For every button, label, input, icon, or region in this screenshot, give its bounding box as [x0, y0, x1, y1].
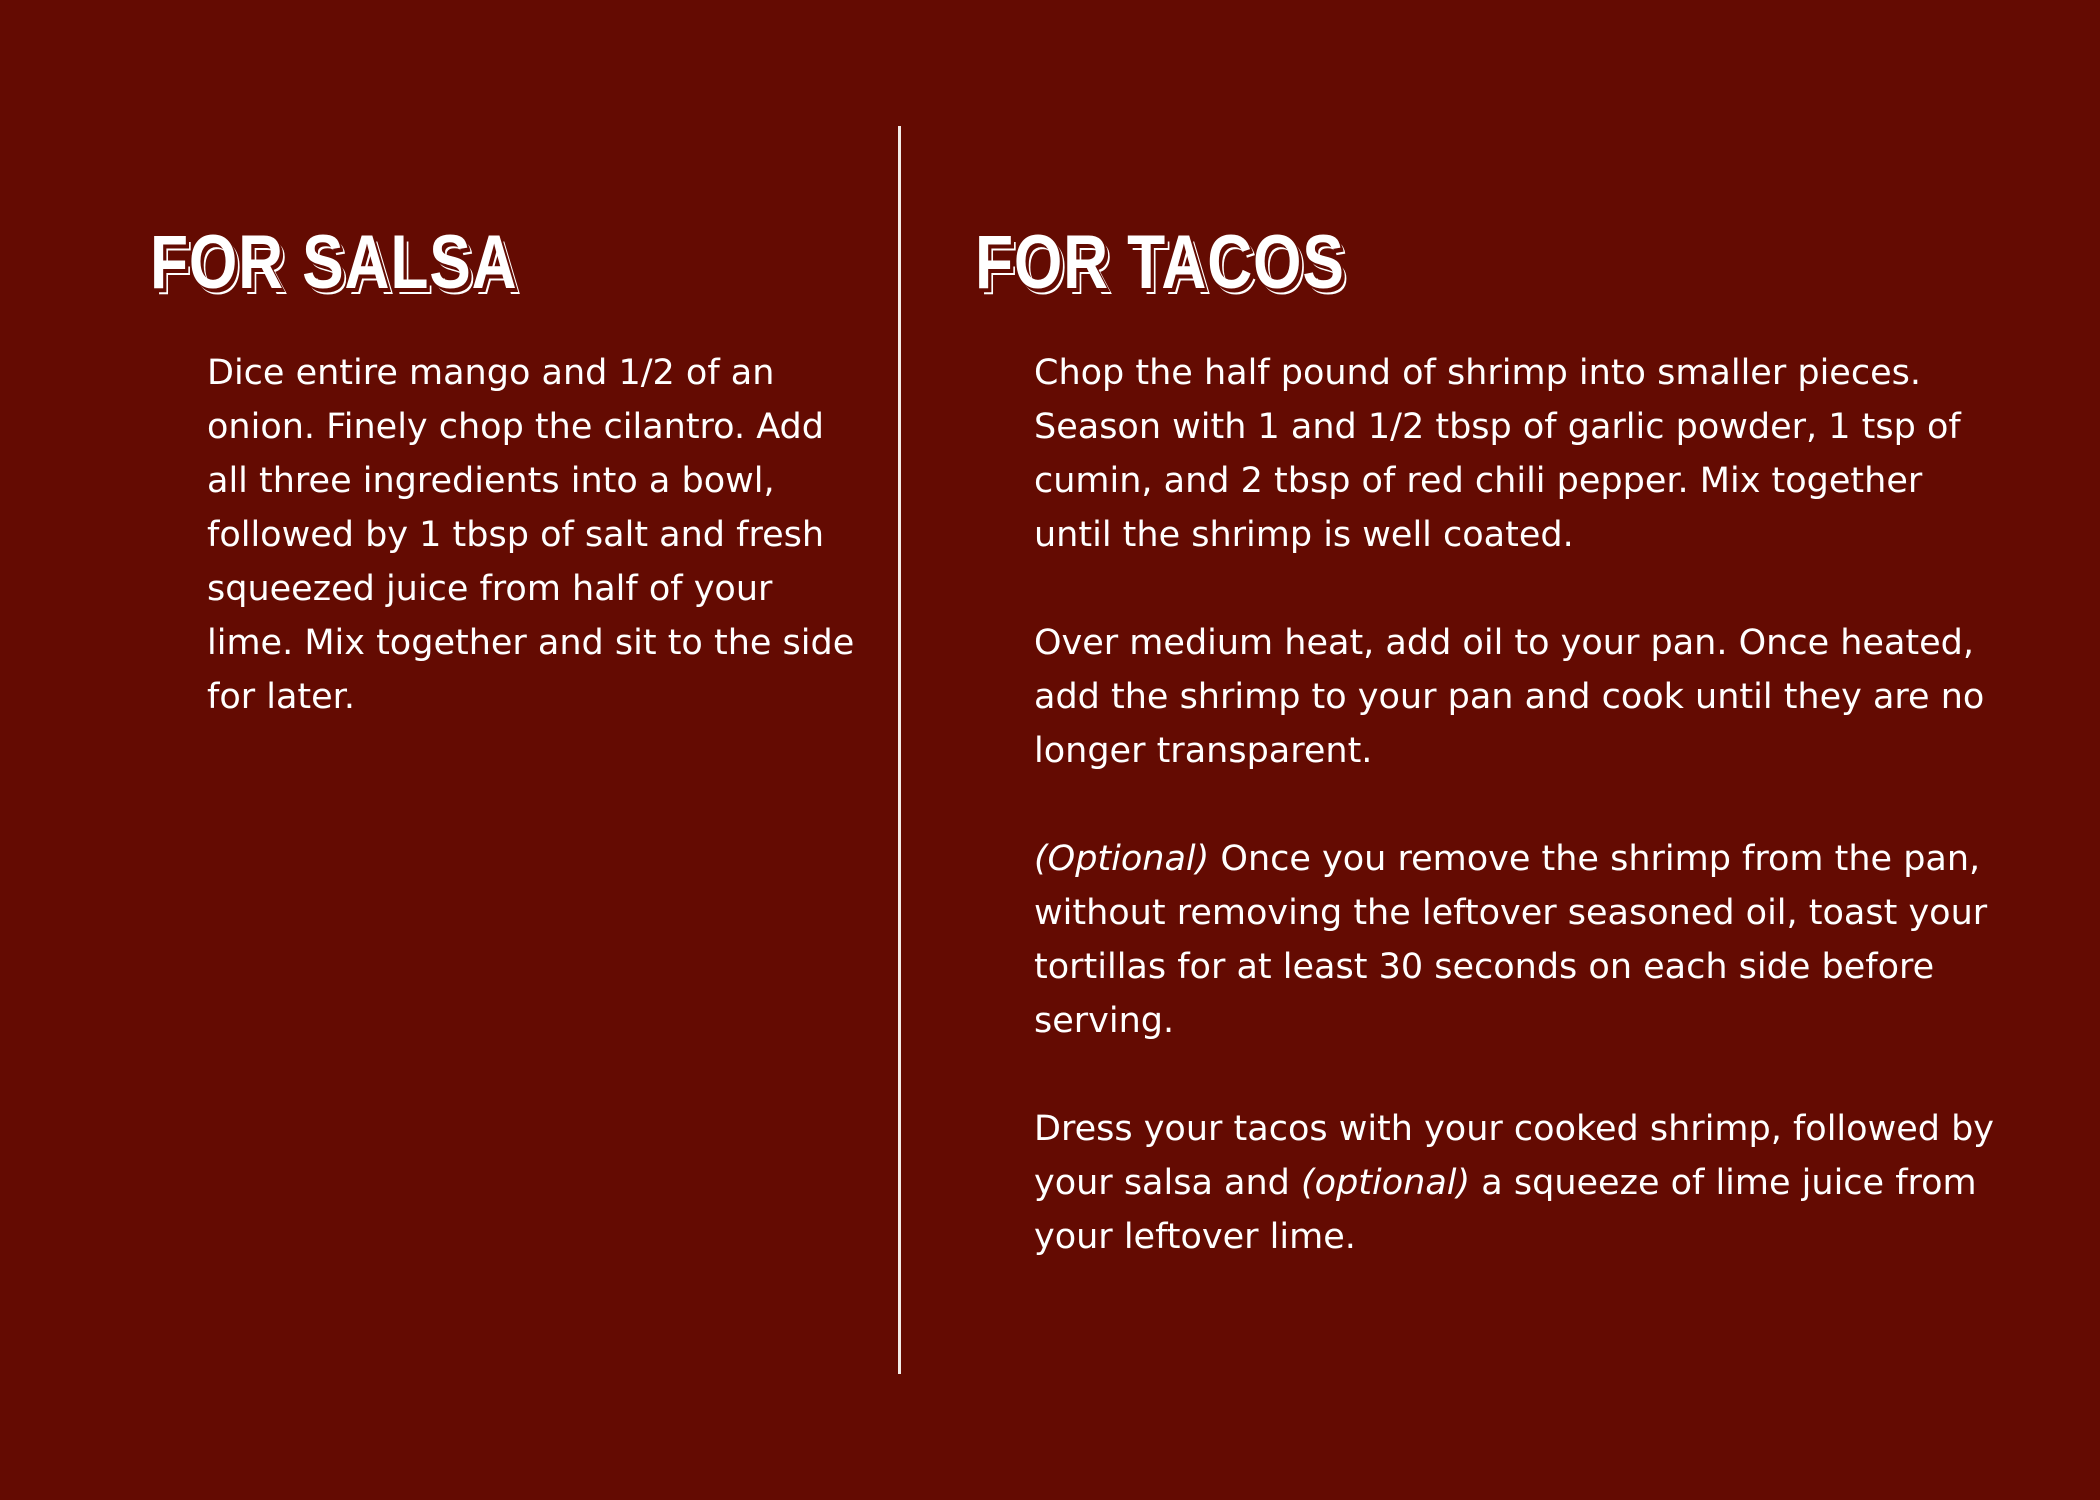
- salsa-heading: FOR SALSA: [150, 220, 518, 305]
- column-divider: [898, 126, 901, 1374]
- salsa-paragraph: Dice entire mango and 1/2 of an onion. Finely chop the cilantro. Add all three ingredients into a bowl, followed by 1 tbsp of salt and fresh squeezed juice from half of your lime. Mix together and sit to the side for later.: [207, 353, 855, 717]
- tacos-instructions: [1034, 346, 1994, 1264]
- tacos-step-4: [1034, 1102, 1994, 1264]
- tacos-step-4-text-b: a squeeze of lime juice from your leftover lime.: [1034, 1163, 1977, 1257]
- tacos-step-3: [1034, 832, 1994, 1048]
- tacos-step-3-text: Once you remove the shrimp from the pan, without removing the leftover seasoned oil, toast your tortillas for at least 30 seconds on each side before serving.: [1034, 839, 1988, 1041]
- tacos-step-2: Over medium heat, add oil to your pan. Once heated, add the shrimp to your pan and cook until they are no longer transparent.: [1034, 623, 1985, 771]
- salsa-instructions: [207, 346, 867, 724]
- optional-note: (Optional): [1034, 839, 1210, 879]
- optional-note: (optional): [1301, 1163, 1471, 1203]
- tacos-step-4-text-a: Dress your tacos with your cooked shrimp, followed by your salsa and: [1034, 1109, 1995, 1203]
- tacos-heading: FOR TACOS: [975, 220, 1345, 305]
- tacos-step-1: Chop the half pound of shrimp into smaller pieces. Season with 1 and 1/2 tbsp of garlic powder, 1 tsp of cumin, and 2 tbsp of red chili pepper. Mix together until the shrimp is well coated.: [1034, 353, 1961, 555]
